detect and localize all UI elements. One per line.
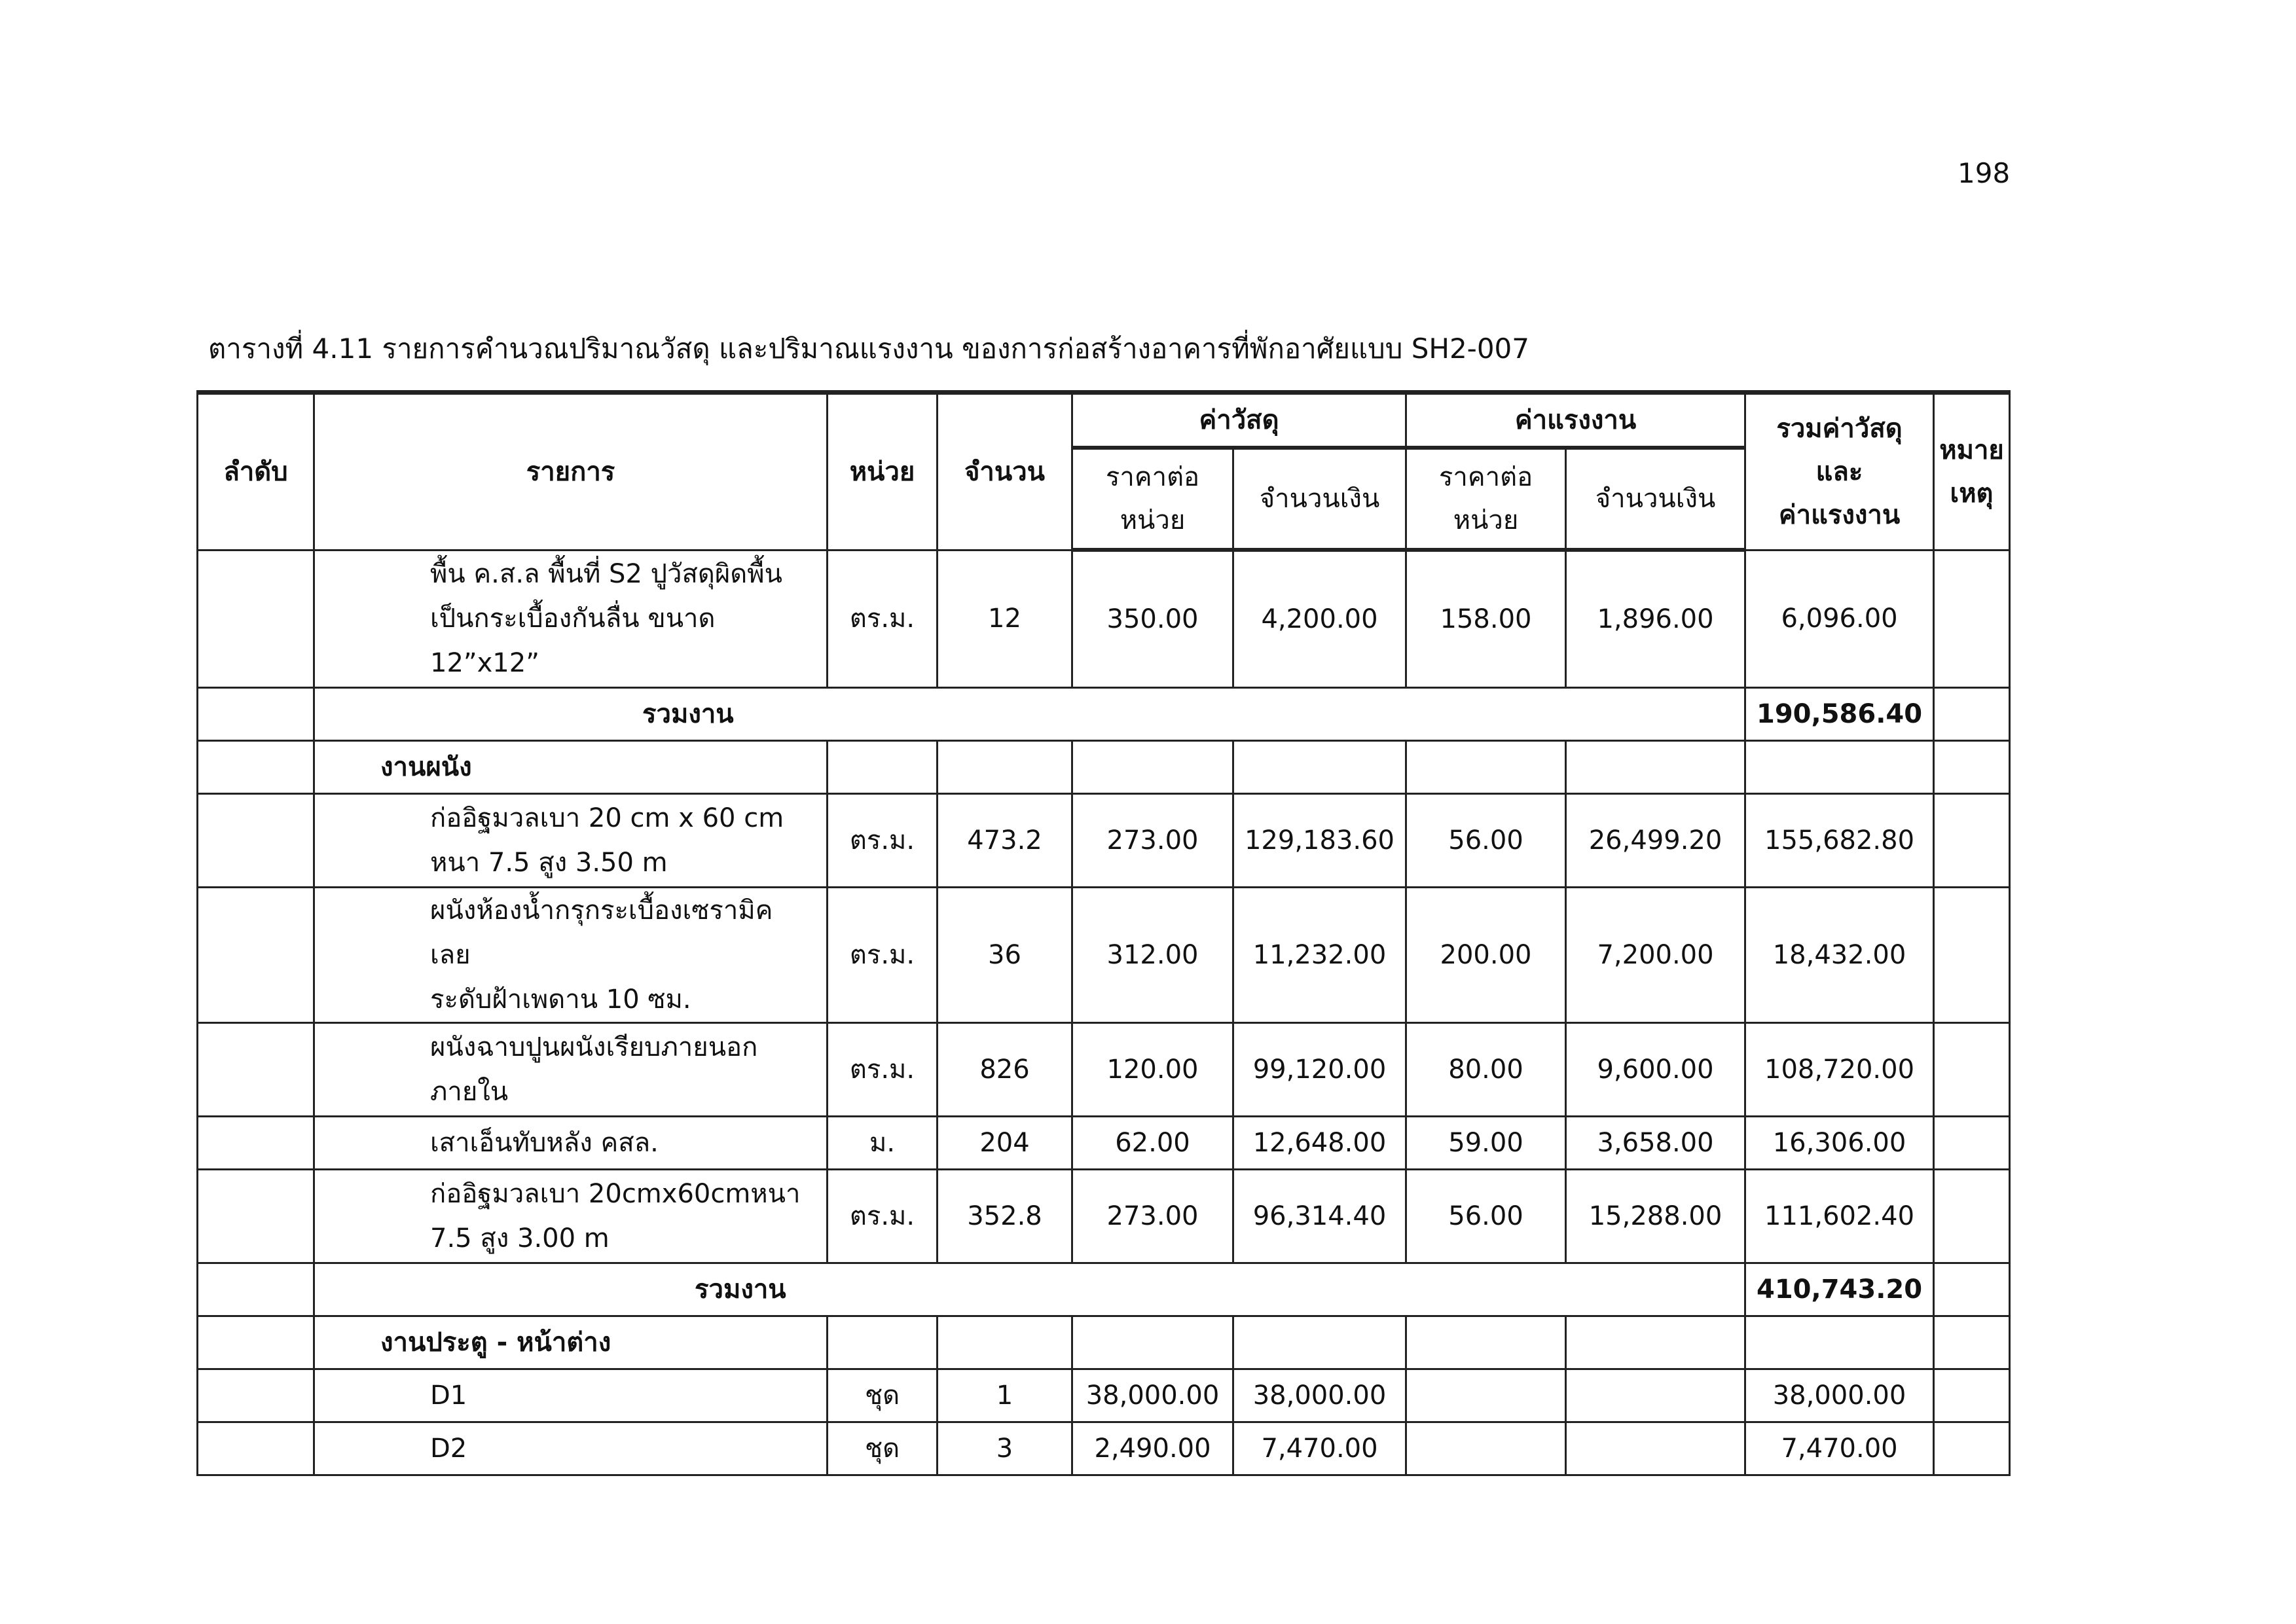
cell-remark — [1934, 550, 2010, 688]
item-desc-line: ก่ออิฐมวลเบา 20 cm x 60 cm — [430, 803, 784, 833]
subtotal-value: 190,586.40 — [1745, 688, 1934, 741]
cell-remark — [1934, 794, 2010, 888]
cell-total: 18,432.00 — [1745, 888, 1934, 1023]
cell-seq — [198, 1117, 314, 1170]
cell-total: 7,470.00 — [1745, 1422, 1934, 1475]
table-body — [198, 550, 2010, 1475]
header-labor-unit-price — [1406, 448, 1566, 550]
cell-item — [314, 1023, 828, 1117]
section-title: งานประตู - หน้าต่าง — [314, 1316, 828, 1369]
cell-labor-amount — [1566, 1422, 1745, 1475]
cell-material-amount: 38,000.00 — [1233, 1369, 1406, 1422]
cell-seq — [198, 550, 314, 688]
cell-seq — [198, 1263, 314, 1316]
cell-labor-amount — [1566, 1369, 1745, 1422]
cell-material-unit-price: 38,000.00 — [1072, 1369, 1233, 1422]
section-title: งานผนัง — [314, 741, 828, 794]
table-row — [198, 1422, 2010, 1475]
cell-quantity: 36 — [938, 888, 1072, 1023]
cell-remark — [1934, 1369, 2010, 1422]
subtotal-row — [198, 688, 2010, 741]
cell-labor-unit-price: 59.00 — [1406, 1117, 1566, 1170]
cell-total: 155,682.80 — [1745, 794, 1934, 888]
header-labor-amount: จำนวนเงิน — [1566, 448, 1745, 550]
cell-total: 38,000.00 — [1745, 1369, 1934, 1422]
cell-labor-unit-price: 56.00 — [1406, 1170, 1566, 1263]
cell-remark — [1934, 1117, 2010, 1170]
header-remark-line1: หมาย — [1939, 435, 2004, 465]
cell-item: D2 — [314, 1422, 828, 1475]
table-row — [198, 1117, 2010, 1170]
table-caption: ตารางที่ 4.11 รายการคำนวณปริมาณวัสดุ และปริมาณแรงงาน ของการก่อสร้างอาคารที่พักอาศัยแบบ SH2-007 — [208, 333, 1529, 365]
cell-quantity: 1 — [938, 1369, 1072, 1422]
cell-total: 16,306.00 — [1745, 1117, 1934, 1170]
item-desc-line: ระดับฝ้าเพดาน 10 ซม. — [430, 984, 691, 1015]
cell-item — [314, 550, 828, 688]
cell-labor-unit-price — [1406, 1422, 1566, 1475]
item-desc-line: หนา 7.5 สูง 3.50 m — [430, 848, 668, 878]
cell-remark — [1934, 1170, 2010, 1263]
cell-quantity: 204 — [938, 1117, 1072, 1170]
cell-unit: ตร.ม. — [828, 888, 938, 1023]
subtotal-label: รวมงาน — [314, 1263, 1745, 1316]
table-row — [198, 1023, 2010, 1117]
cell-labor-amount: 1,896.00 — [1566, 550, 1745, 688]
header-remark-line2: เหตุ — [1950, 478, 1994, 509]
cell-material-amount: 4,200.00 — [1233, 550, 1406, 688]
cell-labor-unit-price: 80.00 — [1406, 1023, 1566, 1117]
item-desc-line: 7.5 สูง 3.00 m — [430, 1223, 610, 1254]
cell-material-amount: 129,183.60 — [1233, 794, 1406, 888]
header-remark — [1934, 393, 2010, 550]
cell-labor-amount: 3,658.00 — [1566, 1117, 1745, 1170]
quantity-cost-table — [196, 390, 2011, 1476]
header-material-cost: ค่าวัสดุ — [1072, 393, 1406, 448]
header-item: รายการ — [314, 393, 828, 550]
cell-remark — [1934, 1263, 2010, 1316]
cell-labor-amount: 9,600.00 — [1566, 1023, 1745, 1117]
header-total-line1: รวมค่าวัสดุ — [1776, 413, 1903, 444]
header-total-line2: และ — [1815, 456, 1863, 487]
cell-remark — [1934, 888, 2010, 1023]
cell-unit: ตร.ม. — [828, 1170, 938, 1263]
cell-material-unit-price: 62.00 — [1072, 1117, 1233, 1170]
table-row — [198, 1170, 2010, 1263]
cell-labor-amount: 26,499.20 — [1566, 794, 1745, 888]
table-row — [198, 550, 2010, 688]
section-row — [198, 741, 2010, 794]
cell-unit: ตร.ม. — [828, 1023, 938, 1117]
cell-material-amount: 96,314.40 — [1233, 1170, 1406, 1263]
cell-material-unit-price: 312.00 — [1072, 888, 1233, 1023]
header-material-unit-price-line2: หน่วย — [1120, 505, 1186, 535]
header-quantity: จำนวน — [938, 393, 1072, 550]
cell-material-amount: 12,648.00 — [1233, 1117, 1406, 1170]
cell-seq — [198, 888, 314, 1023]
cell-unit: ชุด — [828, 1369, 938, 1422]
item-desc-line: ภายใน — [430, 1077, 509, 1107]
cell-unit: ตร.ม. — [828, 550, 938, 688]
item-desc-line: 12”x12” — [430, 648, 539, 679]
cell-seq — [198, 1369, 314, 1422]
cell-item: D1 — [314, 1369, 828, 1422]
cell-material-unit-price: 273.00 — [1072, 1170, 1233, 1263]
item-desc-line: ผนังห้องน้ำกรุกระเบื้องเซรามิค เลย — [430, 895, 773, 970]
subtotal-value: 410,743.20 — [1745, 1263, 1934, 1316]
subtotal-label: รวมงาน — [314, 688, 1745, 741]
cell-seq — [198, 1023, 314, 1117]
cell-labor-amount: 7,200.00 — [1566, 888, 1745, 1023]
cell-item — [314, 794, 828, 888]
cell-seq — [198, 794, 314, 888]
header-total-line3: ค่าแรงงาน — [1778, 499, 1901, 530]
item-desc-line: ผนังฉาบปูนผนังเรียบภายนอก — [430, 1032, 758, 1062]
header-labor-unit-price-line2: หน่วย — [1453, 505, 1519, 535]
header-material-unit-price-line1: ราคาต่อ — [1105, 462, 1200, 492]
cell-quantity: 826 — [938, 1023, 1072, 1117]
cell-labor-unit-price: 200.00 — [1406, 888, 1566, 1023]
cell-material-unit-price: 350.00 — [1072, 550, 1233, 688]
header-total — [1745, 393, 1934, 550]
header-seq: ลำดับ — [198, 393, 314, 550]
cell-total: 6,096.00 — [1745, 550, 1934, 688]
cell-remark — [1934, 1422, 2010, 1475]
cell-seq — [198, 1422, 314, 1475]
cell-material-amount: 11,232.00 — [1233, 888, 1406, 1023]
cell-remark — [1934, 1023, 2010, 1117]
cell-total: 111,602.40 — [1745, 1170, 1934, 1263]
subtotal-row — [198, 1263, 2010, 1316]
table-row — [198, 1369, 2010, 1422]
header-unit: หน่วย — [828, 393, 938, 550]
page-number: 198 — [1958, 157, 2011, 189]
section-row — [198, 1316, 2010, 1369]
cell-item — [314, 888, 828, 1023]
cell-material-unit-price: 120.00 — [1072, 1023, 1233, 1117]
cell-labor-unit-price: 56.00 — [1406, 794, 1566, 888]
cell-total: 108,720.00 — [1745, 1023, 1934, 1117]
cell-labor-unit-price — [1406, 1369, 1566, 1422]
cell-item — [314, 1170, 828, 1263]
table-row — [198, 888, 2010, 1023]
cell-unit: ม. — [828, 1117, 938, 1170]
item-desc-line: ก่ออิฐมวลเบา 20cmx60cmหนา — [430, 1179, 801, 1209]
cell-labor-unit-price: 158.00 — [1406, 550, 1566, 688]
cell-quantity: 352.8 — [938, 1170, 1072, 1263]
cell-quantity: 12 — [938, 550, 1072, 688]
cell-seq — [198, 688, 314, 741]
header-material-unit-price — [1072, 448, 1233, 550]
item-desc-line: พื้น ค.ส.ล พื้นที่ S2 ปูวัสดุผิดพื้น — [430, 559, 782, 590]
cell-seq — [198, 1170, 314, 1263]
cell-item: เสาเอ็นทับหลัง คสล. — [314, 1117, 828, 1170]
table-header — [198, 393, 2010, 550]
cell-remark — [1934, 688, 2010, 741]
header-labor-cost: ค่าแรงงาน — [1406, 393, 1745, 448]
cell-material-unit-price: 273.00 — [1072, 794, 1233, 888]
cell-quantity: 473.2 — [938, 794, 1072, 888]
cell-quantity: 3 — [938, 1422, 1072, 1475]
cell-unit: ชุด — [828, 1422, 938, 1475]
cell-material-unit-price: 2,490.00 — [1072, 1422, 1233, 1475]
table-row — [198, 794, 2010, 888]
cell-unit: ตร.ม. — [828, 794, 938, 888]
cell-material-amount: 99,120.00 — [1233, 1023, 1406, 1117]
cell-labor-amount: 15,288.00 — [1566, 1170, 1745, 1263]
cell-material-amount: 7,470.00 — [1233, 1422, 1406, 1475]
header-material-amount: จำนวนเงิน — [1233, 448, 1406, 550]
item-desc-line: เป็นกระเบื้องกันลื่น ขนาด — [430, 604, 716, 634]
header-labor-unit-price-line1: ราคาต่อ — [1438, 462, 1533, 492]
